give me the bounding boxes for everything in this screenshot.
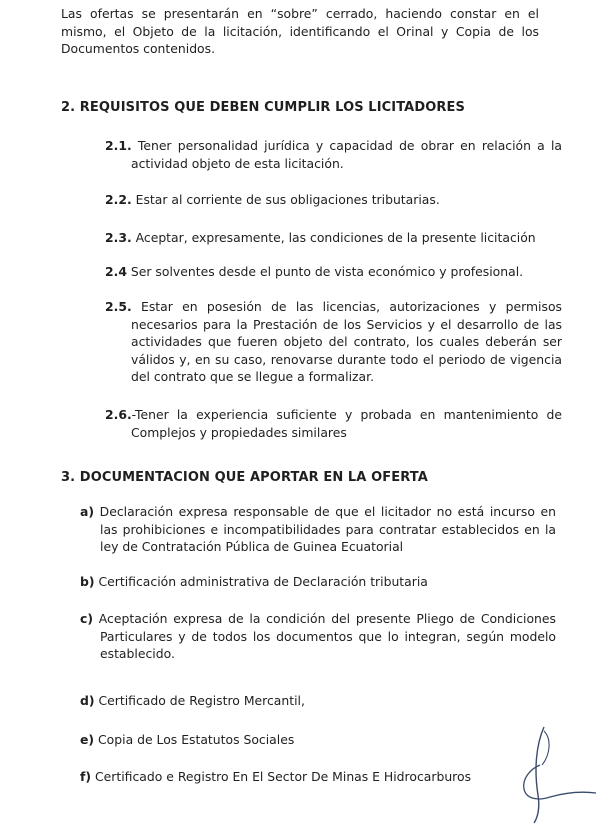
requirement-text: Aceptar, expresamente, las condiciones de la presente licitación [135,230,536,245]
document-text: Aceptación expresa de la condición del presente Pliego de Condiciones Particulares y de todos los documentos que lo integran, según modelo establecido. [98,611,556,661]
requirement-2-2 [105,191,562,209]
document-text: Certificación administrativa de Declaración tributaria [98,574,428,589]
section-3-heading: 3. DOCUMENTACION QUE APORTAR EN LA OFERTA [61,470,428,485]
requirement-2-4 [105,263,562,281]
requirement-text: Estar al corriente de sus obligaciones tributarias. [135,192,440,207]
document-item-c [80,610,556,663]
document-letter: d) [80,693,95,708]
document-letter: c) [80,611,94,626]
document-text: Certificado de Registro Mercantil, [98,693,305,708]
document-text: Certificado e Registro En El Sector De Minas E Hidrocarburos [95,769,472,784]
requirement-number: 2.4 [105,264,127,279]
requirement-text: Tener personalidad jurídica y capacidad de obrar en relación a la actividad objeto de esta licitación. [131,138,562,171]
document-letter: b) [80,574,95,589]
requirement-2-6 [105,406,562,441]
requirement-2-1 [105,137,562,172]
requirement-2-3 [105,229,562,247]
requirement-text: Estar en posesión de las licencias, autorizaciones y permisos necesarios para la Prestación de los Servicios y el desarrollo de las actividades que fueren objeto del contrato, los cuales deberán ser válidos y, en su caso, renovarse durante todo el periodo de vigencia del contrato que se llegue a formalizar. [131,299,562,384]
requirement-number: 2.6. [105,407,132,422]
document-item-a [80,503,556,556]
intro-paragraph: Las ofertas se presentarán en “sobre” cerrado, haciendo constar en el mismo, el Objeto de la licitación, identificando el Orinal y Copia de los Documentos contenidos. [61,6,539,56]
requirement-number: 2.2. [105,192,132,207]
document-item-d [80,692,556,710]
requirement-number: 2.1. [105,138,132,153]
document-letter: e) [80,732,95,747]
requirement-text: -Tener la experiencia suficiente y probada en mantenimiento de Complejos y propiedades similares [131,407,562,440]
document-item-b [80,573,556,591]
requirement-number: 2.3. [105,230,132,245]
requirement-2-5 [105,298,562,386]
document-item-e [80,731,556,749]
document-letter: f) [80,769,92,784]
section-2-heading: 2. REQUISITOS QUE DEBEN CUMPLIR LOS LICITADORES [61,100,465,115]
document-text: Copia de Los Estatutos Sociales [98,732,295,747]
document-letter: a) [80,504,95,519]
document-text: Declaración expresa responsable de que el licitador no está incurso en las prohibiciones e incompatibilidades para contratar establecidos en la ley de Contratación Pública de Guinea Ecuatorial [99,504,556,554]
document-item-f [80,768,556,786]
handwritten-signature [500,725,599,824]
requirement-text: Ser solventes desde el punto de vista económico y profesional. [130,264,524,279]
requirement-number: 2.5. [105,299,132,314]
